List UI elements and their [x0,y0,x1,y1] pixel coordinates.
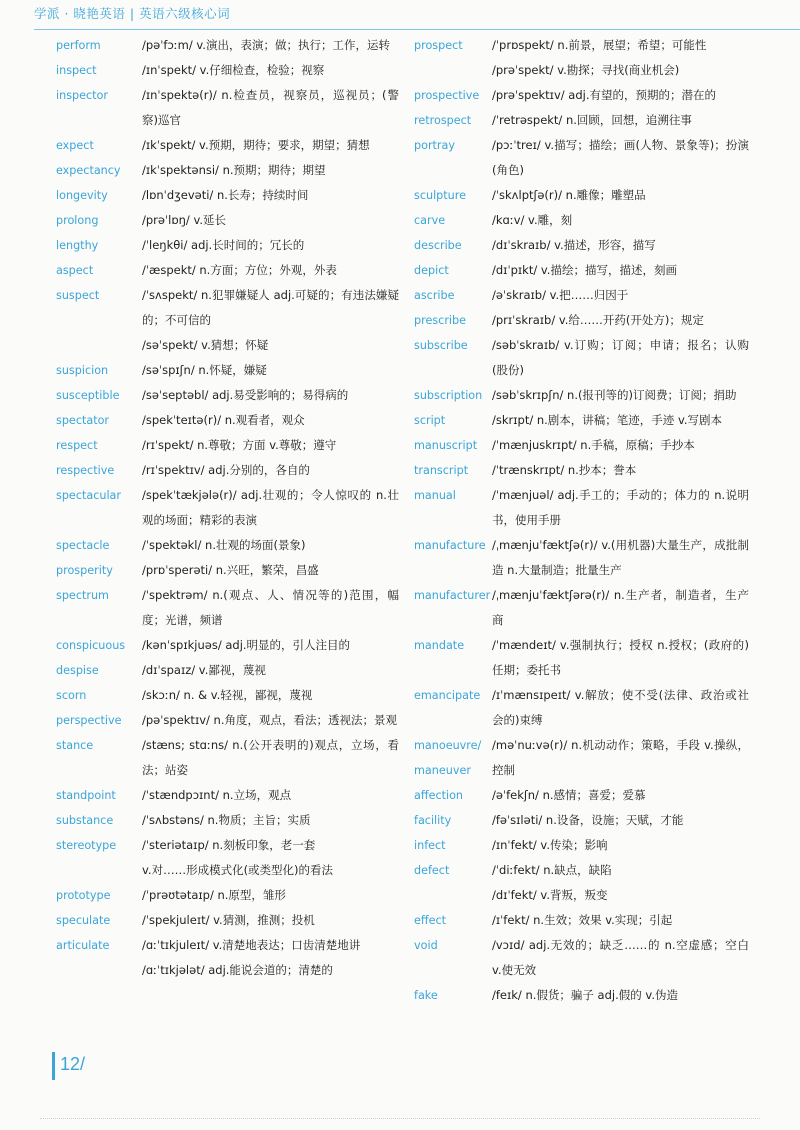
vocab-word: respective [56,464,115,477]
vocab-entry [414,733,749,783]
vocab-entry [56,658,399,683]
vocab-definition: /səˈspekt/ v.猜想；怀疑 [142,338,269,352]
vocab-definition: /məˈnuːvə(r)/ n.机动动作；策略，手段 v.操纵，控制 [492,738,749,777]
vocab-entry [414,133,749,183]
vocab-word: inspector [56,89,108,102]
vocab-definition: /ɪkˈspekt/ v.预期，期待；要求，期望；猜想 [142,138,370,152]
vocab-word: spectator [56,414,110,427]
vocab-definition: /ˈsteriətaɪp/ n.刻板印象，老一套 [142,838,316,852]
vocab-definition: /səˈspɪʃn/ n.怀疑，嫌疑 [142,363,267,377]
vocab-definition: /ˈtrænskrɪpt/ n.抄本；誊本 [492,463,637,477]
vocab-definition: /ˌmænjuˈfæktʃə(r)/ v.(用机器)大量生产，成批制造 n.大量制造；批量生产 [492,538,749,577]
vocab-entry [56,158,399,183]
vocab-entry [56,383,399,408]
vocab-definition: /səˈseptəbl/ adj.易受影响的；易得病的 [142,388,349,402]
vocab-entry [414,533,749,583]
vocab-definition: /ɪnˈfekt/ v.传染；影响 [492,838,608,852]
vocab-entry [414,258,749,283]
vocab-entry [414,483,749,533]
vocab-entry [56,133,399,158]
vocab-entry [414,933,749,983]
vocab-word: manual [414,489,456,502]
vocab-word: suspicion [56,364,109,377]
vocab-entry [414,683,749,733]
vocab-entry [56,583,399,633]
vocab-word: facility [414,814,452,827]
vocab-entry [56,258,399,283]
vocab-word: longevity [56,189,108,202]
vocab-word: substance [56,814,114,827]
vocab-word: inspect [56,64,97,77]
vocab-word: expect [56,139,94,152]
vocab-word: perform [56,39,101,52]
vocab-word: emancipate [414,689,481,702]
vocab-word: depict [414,264,449,277]
vocab-definition: /prɒˈsperəti/ n.兴旺，繁荣，昌盛 [142,563,319,577]
vocab-definition: /ɪnˈspekt/ v.仔细检查，检验；视察 [142,63,325,77]
vocab-definition: /rɪˈspekt/ n.尊敬；方面 v.尊敬；遵守 [142,438,337,452]
vocab-entry [56,208,399,233]
vocab-word: speculate [56,914,111,927]
vocab-entry [414,283,749,308]
vocab-definition: /ˌmænjuˈfæktʃərə(r)/ n.生产者，制造者，生产商 [492,588,749,627]
vocab-word: articulate [56,939,110,952]
vocab-entry [56,958,399,983]
vocab-entry [414,883,749,908]
vocab-definition: /rɪˈspektɪv/ adj.分别的，各自的 [142,463,310,477]
vocab-entry [56,708,399,733]
vocab-definition: /prəˈspekt/ v.勘探；寻找(商业机会) [492,63,680,77]
vocab-definition: /ɑːˈtɪkjələt/ adj.能说会道的；清楚的 [142,963,333,977]
vocab-word: infect [414,839,446,852]
vocab-word: susceptible [56,389,120,402]
vocab-definition: /skrɪpt/ n.剧本，讲稿；笔迹，手迹 v.写剧本 [492,413,723,427]
vocab-word: manuscript [414,439,478,452]
vocab-word: affection [414,789,464,802]
vocab-definition: /ˈstændpɔɪnt/ n.立场，观点 [142,788,292,802]
footer-divider [40,1118,760,1121]
vocab-definition: /kənˈspɪkjuəs/ adj.明显的，引人注目的 [142,638,351,652]
vocab-definition: /stæns; stɑːns/ n.(公开表明的)观点，立场，看法；站姿 [142,738,399,777]
vocab-entry [414,908,749,933]
vocab-word: scorn [56,689,87,702]
vocab-word: respect [56,439,98,452]
vocab-definition: /pəˈspektɪv/ n.角度，观点，看法；透视法；景观 [142,713,397,727]
vocab-word: subscribe [414,339,468,352]
vocab-word: spectrum [56,589,109,602]
vocab-definition: /ˈmænjuəl/ adj.手工的；手动的；体力的 n.说明书，使用手册 [492,488,749,527]
vocab-word: expectancy [56,164,121,177]
vocab-definition: /dɪˈskraɪb/ v.描述，形容，描写 [492,238,656,252]
vocab-definition: /lɒnˈdʒevəti/ n.长寿；持续时间 [142,188,309,202]
vocab-word: conspicuous [56,639,126,652]
vocab-word: defect [414,864,450,877]
vocab-definition: /səbˈskrɪpʃn/ n.(报刊等的)订阅费；订阅；捐助 [492,388,737,402]
vocab-definition: /prəˈspektɪv/ adj.有望的，预期的；潜在的 [492,88,716,102]
vocab-definition: /dɪˈfekt/ v.背叛，叛变 [492,888,608,902]
vocab-word: portray [414,139,456,152]
vocab-definition: /prɪˈskraɪb/ v.给……开药(开处方)；规定 [492,313,704,327]
vocab-word: prospective [414,89,480,102]
vocab-definition: /ɪˈmænsɪpeɪt/ v.解放；使不受(法律、政治或社会的)束缚 [492,688,749,727]
vocab-entry [56,683,399,708]
vocab-entry [56,558,399,583]
vocab-definition: /ˈretrəspekt/ n.回顾，回想，追溯往事 [492,113,692,127]
vocab-entry [414,858,749,883]
vocab-entry [414,583,749,633]
vocab-entry [56,858,399,883]
vocab-definition: /ˈprɒspekt/ n.前景，展望；希望；可能性 [492,38,707,52]
vocab-word: effect [414,914,447,927]
vocab-entry [56,483,399,533]
vocab-definition: /əˈfekʃn/ n.感情；喜爱；爱慕 [492,788,646,802]
vocab-entry [56,408,399,433]
vocab-entry [56,358,399,383]
vocab-entry [414,183,749,208]
vocab-definition: /ˈmænjuskrɪpt/ n.手稿，原稿；手抄本 [492,438,695,452]
vocab-definition: /pəˈfɔːm/ v.演出，表演；做；执行；工作，运转 [142,38,390,52]
vocab-word: standpoint [56,789,116,802]
vocab-entry [414,808,749,833]
vocab-definition: /ɪkˈspektənsi/ n.预期；期待；期望 [142,163,326,177]
vocab-definition: /vɔɪd/ adj.无效的；缺乏……的 n.空虚感；空白 v.使无效 [492,938,749,977]
page-header: 学派 · 晓艳英语 | 英语六级核心词 [34,4,800,28]
vocab-definition: /ˈdiːfekt/ n.缺点，缺陷 [492,863,612,877]
vocab-definition: /əˈskraɪb/ v.把……归因于 [492,288,629,302]
vocab-definition: /spekˈtækjələ(r)/ adj.壮观的；令人惊叹的 n.壮观的场面；精彩的表演 [142,488,399,527]
vocab-word: despise [56,664,99,677]
page-number-bar [52,1052,55,1080]
vocab-word: stance [56,739,94,752]
vocab-entry [56,883,399,908]
vocab-entry [414,108,749,133]
vocab-entry [414,233,749,258]
vocab-definition: /ˈsʌspekt/ n.犯罪嫌疑人 adj.可疑的；有违法嫌疑的；不可信的 [142,288,399,327]
vocab-entry [56,733,399,783]
vocab-entry [414,33,749,58]
vocab-entry [56,58,399,83]
vocab-word: aspect [56,264,94,277]
vocab-entry [414,383,749,408]
vocab-definition: /kɑːv/ v.雕，刻 [492,213,573,227]
vocab-entry [56,533,399,558]
vocab-definition: v.对……形成模式化(或类型化)的看法 [142,863,334,877]
vocab-entry [414,408,749,433]
vocab-definition: /ˈspektrəm/ n.(观点、人、情况等的)范围，幅度；光谱，频谱 [142,588,399,627]
vocab-entry [56,908,399,933]
vocab-word: prototype [56,889,111,902]
vocab-word: manufacture [414,539,486,552]
vocab-word: mandate [414,639,465,652]
vocab-entry [414,83,749,108]
vocab-definition: /dɪˈpɪkt/ v.描绘；描写，描述，刻画 [492,263,677,277]
vocab-entry [414,633,749,683]
vocab-entry [414,833,749,858]
vocab-word: spectacular [56,489,122,502]
vocab-definition: /dɪˈspaɪz/ v.鄙视，蔑视 [142,663,266,677]
vocab-word: manoeuvre/ maneuver [414,739,482,777]
vocab-word: suspect [56,289,100,302]
vocab-entry [56,433,399,458]
vocab-entry [56,183,399,208]
vocab-definition: /feɪk/ n.假货；骗子 adj.假的 v.伪造 [492,988,678,1002]
vocab-entry [414,433,749,458]
vocab-definition: /ˈskʌlptʃə(r)/ n.雕像；雕塑品 [492,188,646,202]
vocab-word: stereotype [56,839,117,852]
vocab-word: fake [414,989,438,1002]
vocab-definition: /ˈprəʊtətaɪp/ n.原型，雏形 [142,888,286,902]
vocab-entry [56,808,399,833]
vocab-entry [414,58,749,83]
vocab-word: ascribe [414,289,455,302]
vocab-word: sculpture [414,189,466,202]
vocab-entry [414,783,749,808]
vocab-word: prescribe [414,314,467,327]
vocab-entry [56,283,399,333]
vocab-word: void [414,939,438,952]
vocab-word: retrospect [414,114,472,127]
vocab-word: perspective [56,714,122,727]
vocab-definition: /spekˈteɪtə(r)/ n.观看者，观众 [142,413,305,427]
vocab-word: transcript [414,464,469,477]
right-column [414,33,749,1008]
vocab-definition: /ˈmændeɪt/ v.强制执行；授权 n.授权；(政府的)任期；委托书 [492,638,749,677]
vocab-word: prosperity [56,564,113,577]
vocab-definition: /ɑːˈtɪkjuleɪt/ v.清楚地表达；口齿清楚地讲 [142,938,361,952]
vocab-entry [56,833,399,858]
vocab-word: script [414,414,446,427]
vocab-definition: /səbˈskraɪb/ v.订购；订阅；申请；报名；认购(股份) [492,338,749,377]
vocab-entry [56,33,399,58]
vocab-definition: /fəˈsɪləti/ n.设备，设施；天赋，才能 [492,813,684,827]
vocab-definition: /ˈæspekt/ n.方面；方位；外观，外表 [142,263,337,277]
vocab-entry [414,308,749,333]
vocab-definition: /ˈspekjuleɪt/ v.猜测，推测；投机 [142,913,315,927]
vocab-entry [414,983,749,1008]
vocab-entry [56,83,399,133]
vocab-definition: /ˈleŋkθi/ adj.长时间的；冗长的 [142,238,305,252]
vocab-definition: /ˈspektəkl/ n.壮观的场面(景象) [142,538,306,552]
page-number: 12/ [60,1054,86,1074]
vocab-entry [56,458,399,483]
vocab-word: describe [414,239,462,252]
vocab-entry [56,633,399,658]
vocab-word: spectacle [56,539,110,552]
vocab-definition: /ɪnˈspektə(r)/ n.检查员，视察员，巡视员；(警察)巡官 [142,88,399,127]
vocab-entry [56,933,399,958]
vocab-definition: /pɔːˈtreɪ/ v.描写；描绘；画(人物、景象等)；扮演(角色) [492,138,749,177]
vocab-word: subscription [414,389,483,402]
vocab-word: carve [414,214,446,227]
vocab-word: lengthy [56,239,99,252]
vocab-entry [56,233,399,258]
vocab-definition: /skɔːn/ n. & v.轻视，鄙视，蔑视 [142,688,313,702]
vocab-entry [414,458,749,483]
vocab-entry [414,333,749,383]
left-column [56,33,399,983]
vocab-word: prolong [56,214,99,227]
vocab-definition: /prəˈlɒŋ/ v.延长 [142,213,227,227]
vocab-entry [414,208,749,233]
vocab-word: manufacturer [414,589,491,602]
vocab-word: prospect [414,39,463,52]
vocab-definition: /ˈsʌbstəns/ n.物质；主旨；实质 [142,813,311,827]
vocab-entry [56,333,399,358]
vocab-entry [56,783,399,808]
vocab-definition: /ɪˈfekt/ n.生效；效果 v.实现；引起 [492,913,673,927]
